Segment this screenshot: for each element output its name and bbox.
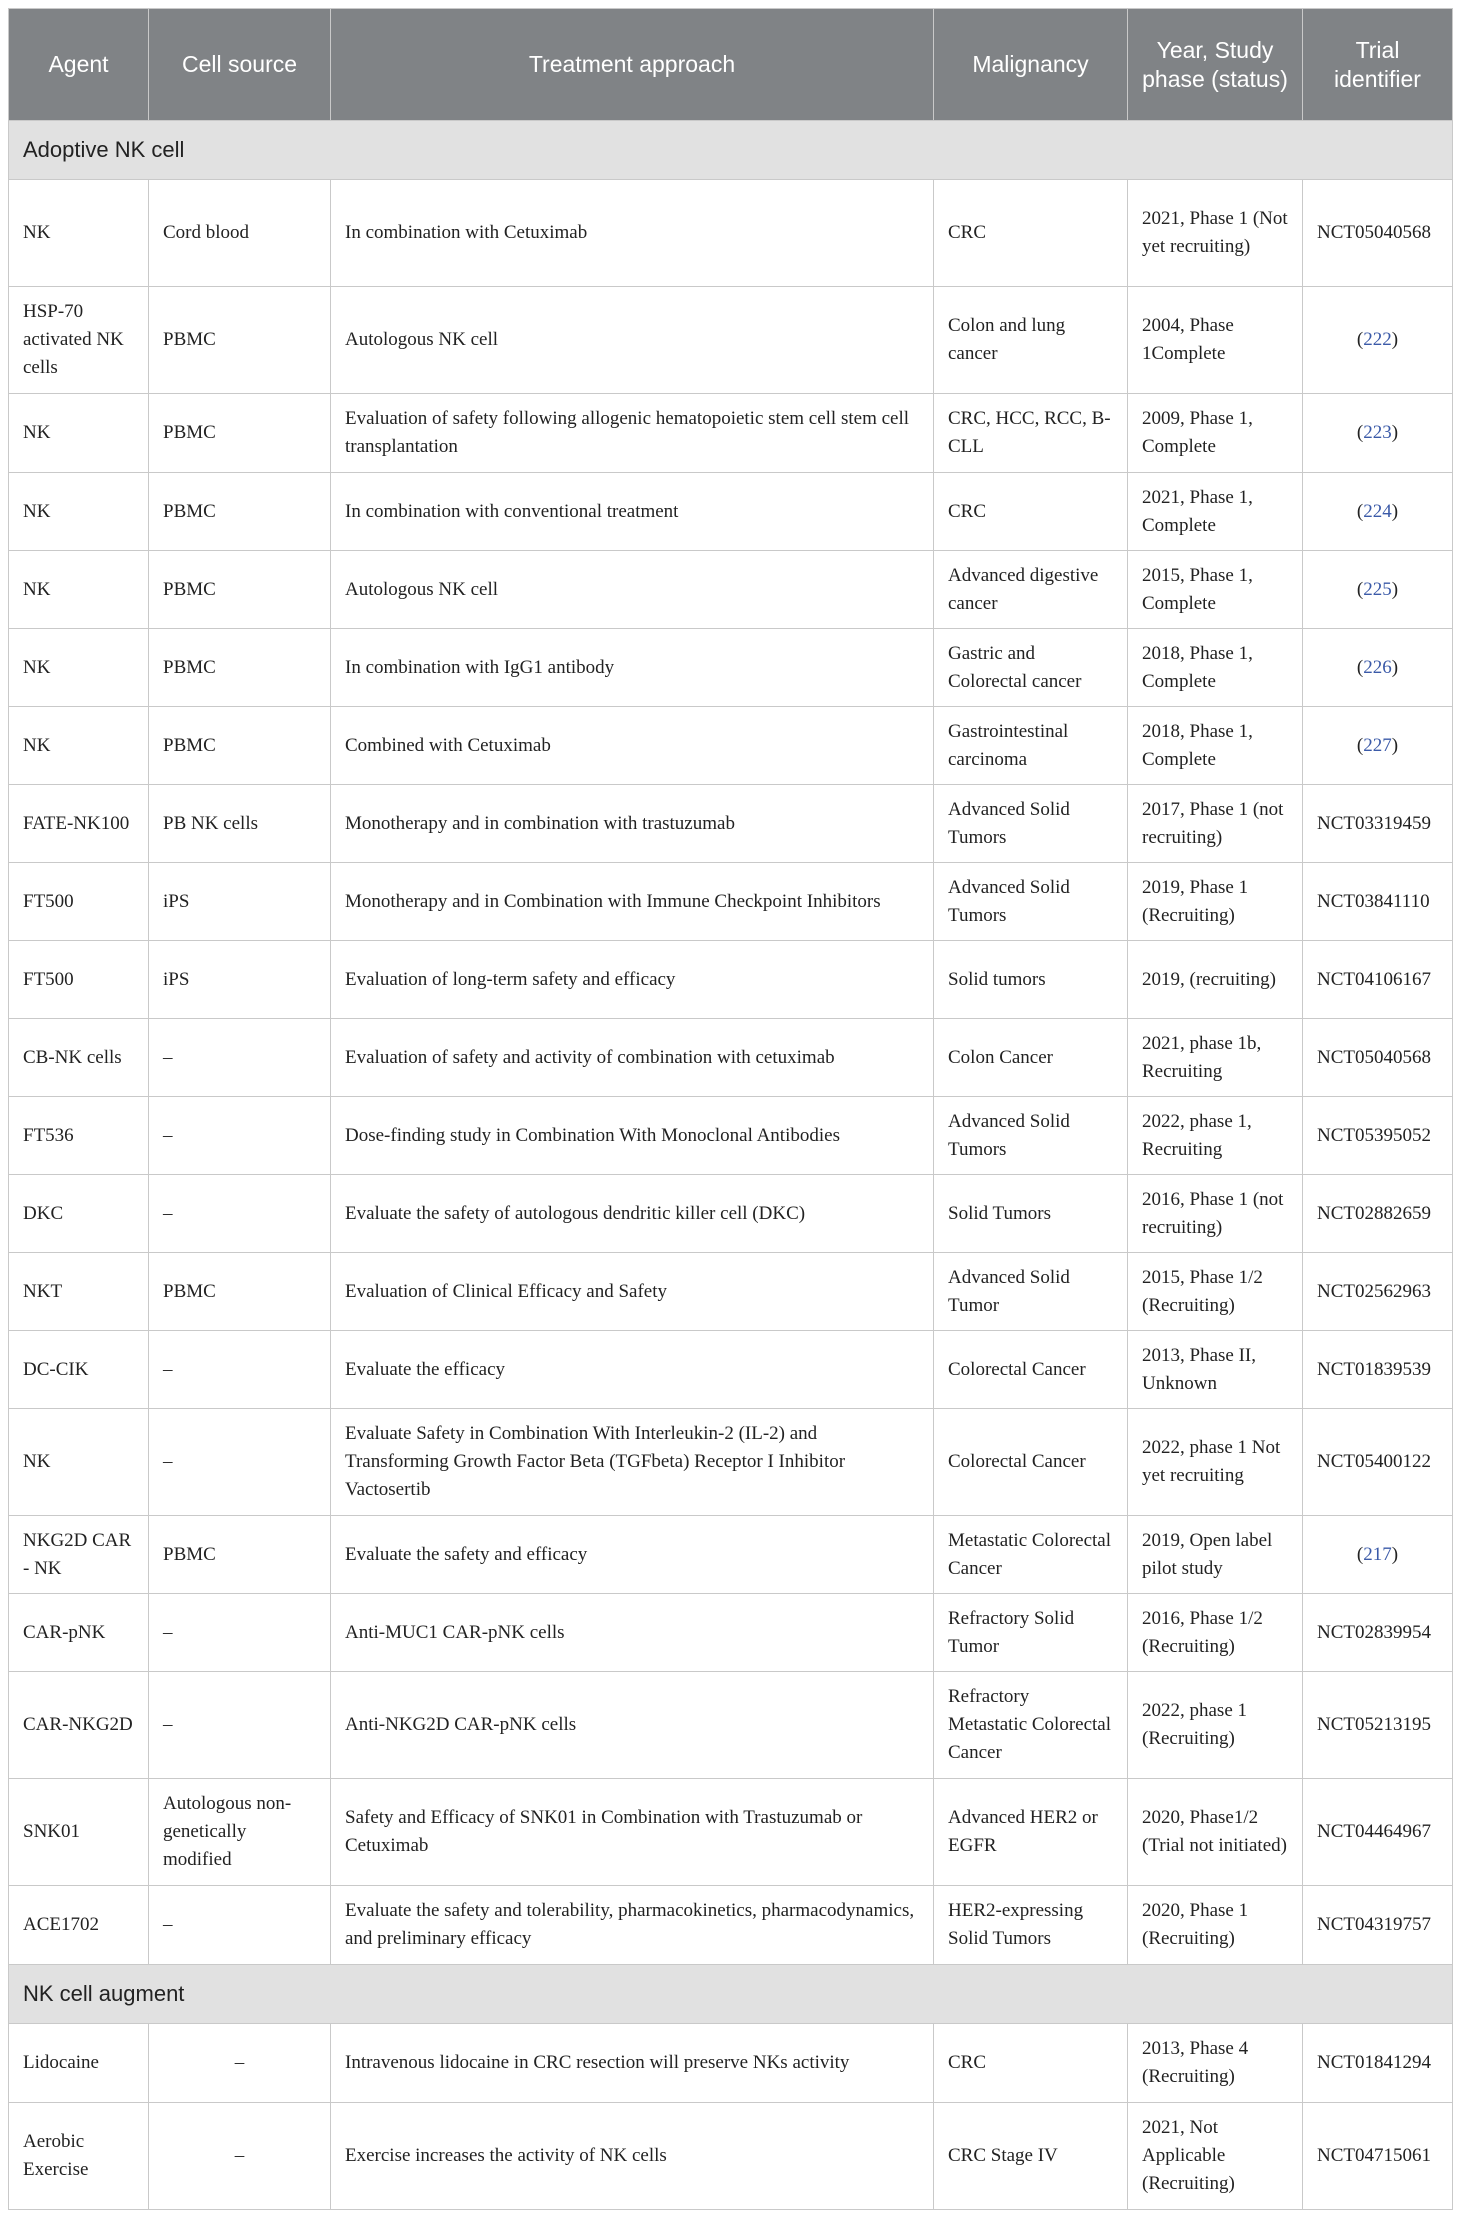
reference-link[interactable]: 224 — [1363, 500, 1392, 522]
agent-cell: FT536 — [9, 1097, 149, 1175]
cell-source-cell: Autologous non-genetically modified — [149, 1779, 331, 1886]
header-row — [9, 9, 1453, 121]
ref-paren-close: ) — [1391, 578, 1399, 600]
trial-identifier-cell — [1303, 629, 1453, 707]
agent-cell: NK — [9, 180, 149, 287]
ref-paren-close: ) — [1391, 329, 1399, 350]
year-phase-cell: 2009, Phase 1, Complete — [1128, 394, 1303, 473]
cell-source-cell: PBMC — [149, 707, 331, 785]
table-row — [9, 287, 1453, 394]
trial-identifier-cell: NCT02839954 — [1303, 1594, 1453, 1672]
table-row — [9, 863, 1453, 941]
ref-paren-open: ( — [1356, 578, 1364, 600]
cell-source-cell: PBMC — [149, 473, 331, 551]
agent-cell: Aerobic Exercise — [9, 2103, 149, 2210]
header-year-study-phase: Year, Study phase (status) — [1128, 9, 1303, 121]
malignancy-cell: CRC — [934, 180, 1128, 287]
malignancy-cell: CRC, HCC, RCC, B-CLL — [934, 394, 1128, 473]
agent-cell: NKT — [9, 1253, 149, 1331]
section-title: Adoptive NK cell — [9, 121, 1453, 180]
cell-source-cell: – — [149, 1409, 331, 1516]
table-row — [9, 1516, 1453, 1594]
agent-cell: NK — [9, 473, 149, 551]
section-row — [9, 1965, 1453, 2024]
table-row — [9, 1779, 1453, 1886]
trial-identifier-cell — [1303, 473, 1453, 551]
malignancy-cell: Advanced Solid Tumors — [934, 863, 1128, 941]
ref-paren-open: ( — [1356, 656, 1364, 678]
treatment-approach-cell: Evaluate the safety and efficacy — [331, 1516, 934, 1594]
trial-identifier-cell: NCT05395052 — [1303, 1097, 1453, 1175]
year-phase-cell: 2022, phase 1 Not yet recruiting — [1128, 1409, 1303, 1516]
table-row — [9, 707, 1453, 785]
year-phase-cell: 2018, Phase 1, Complete — [1128, 707, 1303, 785]
trial-identifier-cell: NCT01841294 — [1303, 2024, 1453, 2103]
ref-paren-close: ) — [1391, 656, 1399, 678]
agent-cell: NK — [9, 629, 149, 707]
year-phase-cell: 2019, (recruiting) — [1128, 941, 1303, 1019]
treatment-approach-cell: Evaluate the safety of autologous dendritic killer cell (DKC) — [331, 1175, 934, 1253]
header-agent: Agent — [9, 9, 149, 121]
treatment-approach-cell: Exercise increases the activity of NK cells — [331, 2103, 934, 2210]
reference-link[interactable]: 225 — [1363, 578, 1392, 600]
malignancy-cell: Metastatic Colorectal Cancer — [934, 1516, 1128, 1594]
malignancy-cell: Advanced Solid Tumors — [934, 785, 1128, 863]
treatment-approach-cell: Evaluation of safety and activity of combination with cetuximab — [331, 1019, 934, 1097]
table-row — [9, 1331, 1453, 1409]
agent-cell: NK — [9, 394, 149, 473]
treatment-approach-cell: Evaluate Safety in Combination With Interleukin-2 (IL-2) and Transforming Growth Factor Beta (TGFbeta) Receptor I Inhibitor Vactosertib — [331, 1409, 934, 1516]
table-row — [9, 473, 1453, 551]
malignancy-cell: Solid tumors — [934, 941, 1128, 1019]
section-row — [9, 121, 1453, 180]
year-phase-cell: 2015, Phase 1/2 (Recruiting) — [1128, 1253, 1303, 1331]
malignancy-cell: Gastric and Colorectal cancer — [934, 629, 1128, 707]
table-body — [9, 121, 1453, 2210]
year-phase-cell: 2022, phase 1 (Recruiting) — [1128, 1672, 1303, 1779]
cell-source-cell: iPS — [149, 863, 331, 941]
trial-identifier-cell — [1303, 1516, 1453, 1594]
malignancy-cell: Advanced HER2 or EGFR — [934, 1779, 1128, 1886]
table-row — [9, 1594, 1453, 1672]
table-row — [9, 629, 1453, 707]
malignancy-cell: Colon Cancer — [934, 1019, 1128, 1097]
trial-identifier-cell: NCT04464967 — [1303, 1779, 1453, 1886]
trial-identifier-cell: NCT05040568 — [1303, 180, 1453, 287]
cell-source-cell: PBMC — [149, 551, 331, 629]
agent-cell: SNK01 — [9, 1779, 149, 1886]
year-phase-cell: 2013, Phase 4 (Recruiting) — [1128, 2024, 1303, 2103]
trial-identifier-cell: NCT04106167 — [1303, 941, 1453, 1019]
cell-source-cell: – — [149, 1886, 331, 1965]
treatment-approach-cell: Intravenous lidocaine in CRC resection will preserve NKs activity — [331, 2024, 934, 2103]
trial-identifier-cell: NCT05040568 — [1303, 1019, 1453, 1097]
year-phase-cell: 2016, Phase 1/2 (Recruiting) — [1128, 1594, 1303, 1672]
table-row — [9, 941, 1453, 1019]
malignancy-cell: CRC Stage IV — [934, 2103, 1128, 2210]
cell-source-cell: PBMC — [149, 629, 331, 707]
cell-source-cell: – — [149, 1594, 331, 1672]
year-phase-cell: 2022, phase 1, Recruiting — [1128, 1097, 1303, 1175]
cell-source-cell: – — [149, 2103, 331, 2210]
year-phase-cell: 2019, Open label pilot study — [1128, 1516, 1303, 1594]
trial-identifier-cell: NCT02882659 — [1303, 1175, 1453, 1253]
trial-identifier-cell — [1303, 287, 1453, 394]
trial-identifier-cell: NCT05213195 — [1303, 1672, 1453, 1779]
year-phase-cell: 2020, Phase1/2 (Trial not initiated) — [1128, 1779, 1303, 1886]
year-phase-cell: 2004, Phase 1Complete — [1128, 287, 1303, 394]
treatment-approach-cell: In combination with Cetuximab — [331, 180, 934, 287]
table-row — [9, 1019, 1453, 1097]
year-phase-cell: 2017, Phase 1 (not recruiting) — [1128, 785, 1303, 863]
year-phase-cell: 2021, Not Applicable (Recruiting) — [1128, 2103, 1303, 2210]
malignancy-cell: Advanced digestive cancer — [934, 551, 1128, 629]
agent-cell: DC-CIK — [9, 1331, 149, 1409]
agent-cell: FATE-NK100 — [9, 785, 149, 863]
malignancy-cell: Refractory Metastatic Colorectal Cancer — [934, 1672, 1128, 1779]
malignancy-cell: Colon and lung cancer — [934, 287, 1128, 394]
agent-cell: DKC — [9, 1175, 149, 1253]
table-row — [9, 1886, 1453, 1965]
year-phase-cell: 2019, Phase 1 (Recruiting) — [1128, 863, 1303, 941]
malignancy-cell: Advanced Solid Tumor — [934, 1253, 1128, 1331]
treatment-approach-cell: Evaluation of safety following allogenic hematopoietic stem cell stem cell transplantation — [331, 394, 934, 473]
malignancy-cell: Gastrointestinal carcinoma — [934, 707, 1128, 785]
cell-source-cell: – — [149, 1331, 331, 1409]
trial-identifier-cell — [1303, 551, 1453, 629]
table-row — [9, 180, 1453, 287]
malignancy-cell: Advanced Solid Tumors — [934, 1097, 1128, 1175]
table-row — [9, 1409, 1453, 1516]
clinical-trials-table — [8, 8, 1453, 2210]
table-row — [9, 2103, 1453, 2210]
ref-paren-open: ( — [1356, 1543, 1364, 1565]
ref-paren-close: ) — [1391, 500, 1399, 522]
agent-cell: CAR-pNK — [9, 1594, 149, 1672]
table-row — [9, 1253, 1453, 1331]
table-row — [9, 2024, 1453, 2103]
treatment-approach-cell: Dose-finding study in Combination With Monoclonal Antibodies — [331, 1097, 934, 1175]
cell-source-cell: PBMC — [149, 1253, 331, 1331]
ref-paren-close: ) — [1391, 1543, 1399, 1565]
trial-identifier-cell — [1303, 707, 1453, 785]
treatment-approach-cell: Autologous NK cell — [331, 287, 934, 394]
year-phase-cell: 2021, Phase 1 (Not yet recruiting) — [1128, 180, 1303, 287]
cell-source-cell: iPS — [149, 941, 331, 1019]
year-phase-cell: 2015, Phase 1, Complete — [1128, 551, 1303, 629]
treatment-approach-cell: Anti-MUC1 CAR-pNK cells — [331, 1594, 934, 1672]
malignancy-cell: CRC — [934, 473, 1128, 551]
treatment-approach-cell: Combined with Cetuximab — [331, 707, 934, 785]
table-row — [9, 1097, 1453, 1175]
reference-link[interactable]: 222 — [1363, 329, 1392, 350]
year-phase-cell: 2021, Phase 1, Complete — [1128, 473, 1303, 551]
agent-cell: FT500 — [9, 941, 149, 1019]
malignancy-cell: Solid Tumors — [934, 1175, 1128, 1253]
trial-identifier-cell: NCT03319459 — [1303, 785, 1453, 863]
trial-identifier-cell: NCT03841110 — [1303, 863, 1453, 941]
year-phase-cell: 2013, Phase II, Unknown — [1128, 1331, 1303, 1409]
treatment-approach-cell: In combination with conventional treatment — [331, 473, 934, 551]
cell-source-cell: – — [149, 1019, 331, 1097]
ref-paren-close: ) — [1391, 422, 1399, 443]
treatment-approach-cell: Autologous NK cell — [331, 551, 934, 629]
cell-source-cell: – — [149, 1672, 331, 1779]
agent-cell: CB-NK cells — [9, 1019, 149, 1097]
treatment-approach-cell: Safety and Efficacy of SNK01 in Combination with Trastuzumab or Cetuximab — [331, 1779, 934, 1886]
trial-identifier-cell — [1303, 394, 1453, 473]
ref-paren-open: ( — [1356, 422, 1364, 443]
ref-paren-close: ) — [1391, 734, 1399, 756]
cell-source-cell: PBMC — [149, 394, 331, 473]
year-phase-cell: 2021, phase 1b, Recruiting — [1128, 1019, 1303, 1097]
malignancy-cell: Colorectal Cancer — [934, 1409, 1128, 1516]
ref-paren-open: ( — [1356, 734, 1364, 756]
reference-link[interactable]: 217 — [1363, 1543, 1392, 1565]
cell-source-cell: – — [149, 1175, 331, 1253]
cell-source-cell: – — [149, 1097, 331, 1175]
reference-link[interactable]: 227 — [1363, 734, 1392, 756]
section-title: NK cell augment — [9, 1965, 1453, 2024]
ref-paren-open: ( — [1356, 500, 1364, 522]
agent-cell: CAR-NKG2D — [9, 1672, 149, 1779]
trial-identifier-cell: NCT04319757 — [1303, 1886, 1453, 1965]
malignancy-cell: Colorectal Cancer — [934, 1331, 1128, 1409]
year-phase-cell: 2020, Phase 1 (Recruiting) — [1128, 1886, 1303, 1965]
agent-cell: NKG2D CAR - NK — [9, 1516, 149, 1594]
cell-source-cell: PB NK cells — [149, 785, 331, 863]
treatment-approach-cell: Monotherapy and in Combination with Immune Checkpoint Inhibitors — [331, 863, 934, 941]
agent-cell: NK — [9, 707, 149, 785]
agent-cell: Lidocaine — [9, 2024, 149, 2103]
table-row — [9, 1175, 1453, 1253]
agent-cell: ACE1702 — [9, 1886, 149, 1965]
malignancy-cell: CRC — [934, 2024, 1128, 2103]
year-phase-cell: 2016, Phase 1 (not recruiting) — [1128, 1175, 1303, 1253]
agent-cell: FT500 — [9, 863, 149, 941]
treatment-approach-cell: In combination with IgG1 antibody — [331, 629, 934, 707]
malignancy-cell: Refractory Solid Tumor — [934, 1594, 1128, 1672]
cell-source-cell: PBMC — [149, 287, 331, 394]
agent-cell: HSP-70 activated NK cells — [9, 287, 149, 394]
trial-identifier-cell: NCT02562963 — [1303, 1253, 1453, 1331]
table-header — [9, 9, 1453, 121]
header-trial-identifier: Trial identifier — [1303, 9, 1453, 121]
table-row — [9, 1672, 1453, 1779]
treatment-approach-cell: Evaluation of long-term safety and efficacy — [331, 941, 934, 1019]
treatment-approach-cell: Evaluation of Clinical Efficacy and Safety — [331, 1253, 934, 1331]
trial-identifier-cell: NCT05400122 — [1303, 1409, 1453, 1516]
agent-cell: NK — [9, 551, 149, 629]
trial-identifier-cell: NCT04715061 — [1303, 2103, 1453, 2210]
reference-link[interactable]: 223 — [1363, 422, 1392, 443]
cell-source-cell: PBMC — [149, 1516, 331, 1594]
header-malignancy: Malignancy — [934, 9, 1128, 121]
treatment-approach-cell: Evaluate the safety and tolerability, pharmacokinetics, pharmacodynamics, and preliminary efficacy — [331, 1886, 934, 1965]
agent-cell: NK — [9, 1409, 149, 1516]
header-treatment-approach: Treatment approach — [331, 9, 934, 121]
malignancy-cell: HER2-expressing Solid Tumors — [934, 1886, 1128, 1965]
trial-identifier-cell: NCT01839539 — [1303, 1331, 1453, 1409]
cell-source-cell: – — [149, 2024, 331, 2103]
treatment-approach-cell: Evaluate the efficacy — [331, 1331, 934, 1409]
ref-paren-open: ( — [1356, 329, 1364, 350]
table-row — [9, 394, 1453, 473]
table-row — [9, 785, 1453, 863]
treatment-approach-cell: Monotherapy and in combination with trastuzumab — [331, 785, 934, 863]
year-phase-cell: 2018, Phase 1, Complete — [1128, 629, 1303, 707]
reference-link[interactable]: 226 — [1363, 656, 1392, 678]
treatment-approach-cell: Anti-NKG2D CAR-pNK cells — [331, 1672, 934, 1779]
header-cell-source: Cell source — [149, 9, 331, 121]
table-row — [9, 551, 1453, 629]
cell-source-cell: Cord blood — [149, 180, 331, 287]
